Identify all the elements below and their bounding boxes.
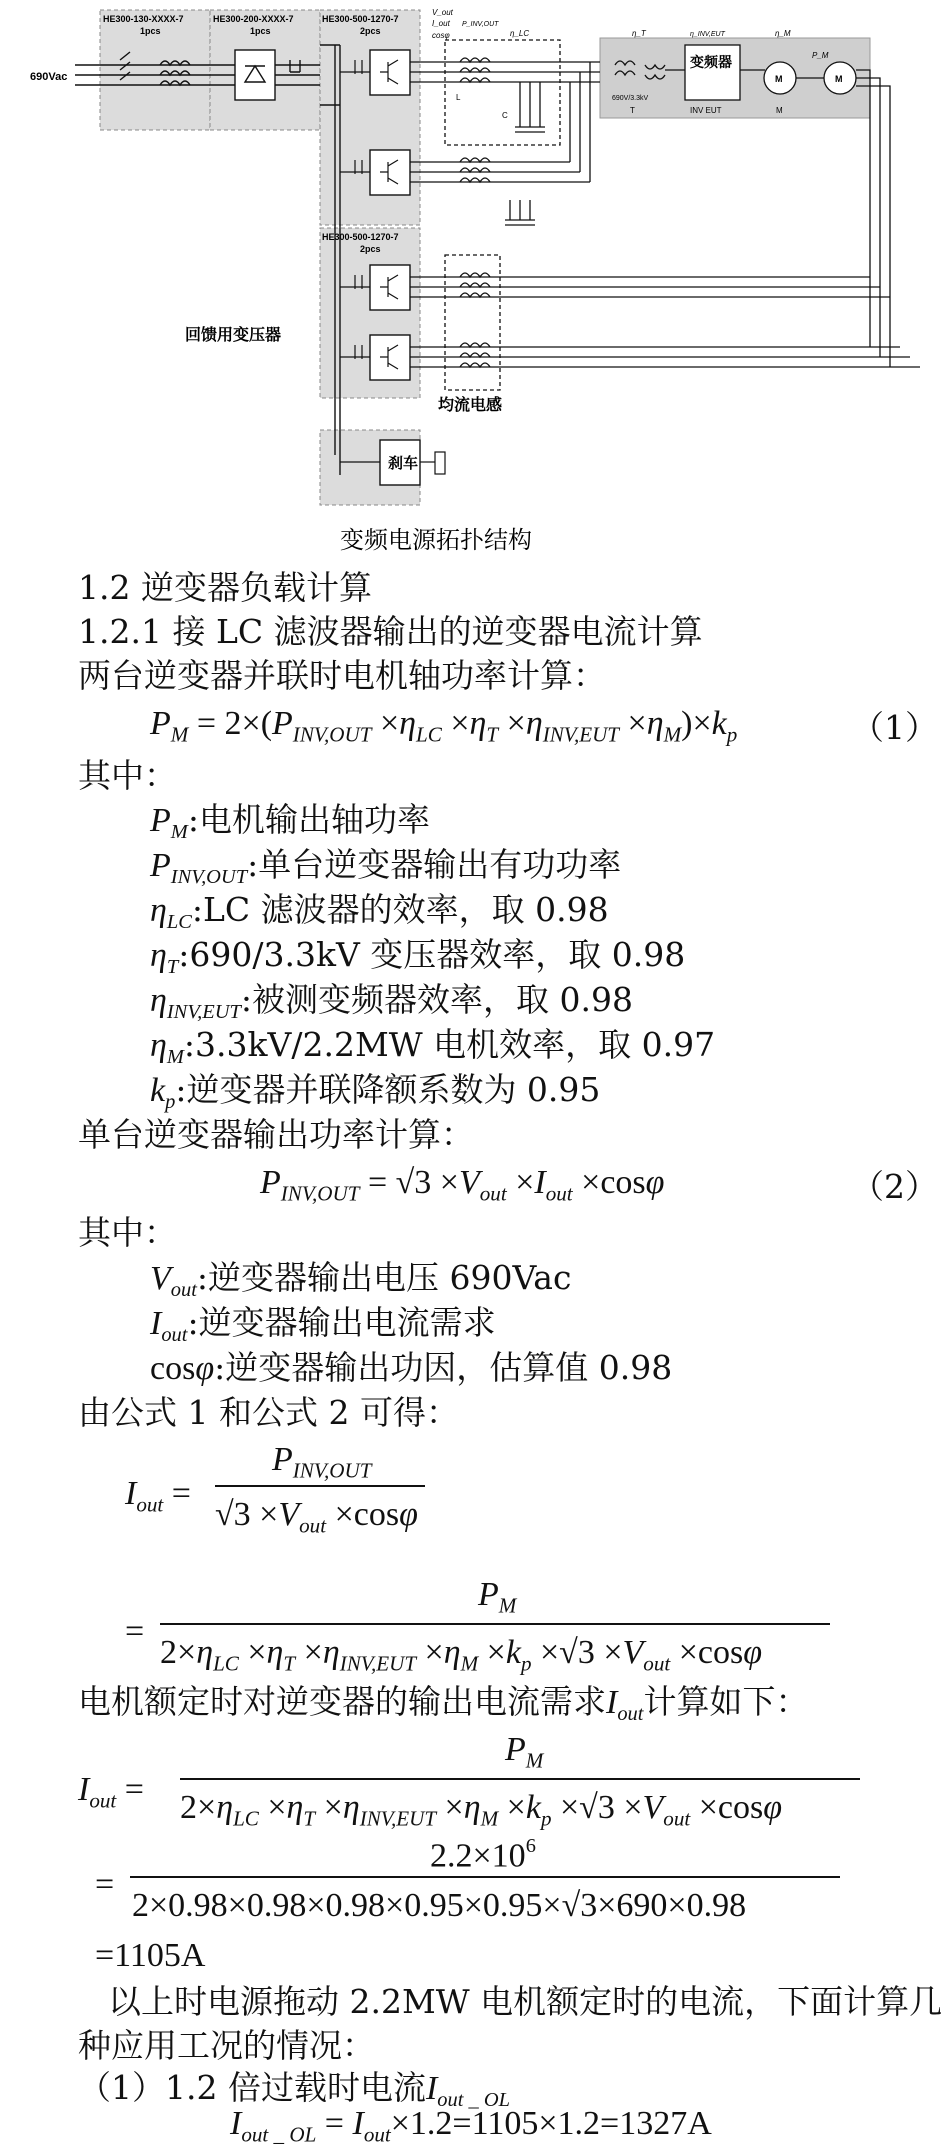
equation-1: $P_M = 2\times(P_{INV,OUT} \times\eta_{LC} \times\eta_T \times\eta_{INV,EUT} \times\eta_M)\times k_p$ [150,705,738,747]
definition-pm-text: 电机输出轴功率 [198,800,430,839]
frac-d-den-values: 2×0.98×0.98×0.98×0.95×0.95× [132,1887,562,1924]
definition-iout: $I_{out}$:逆变器输出电流需求 [150,1303,496,1347]
module-count-3: 2pcs [360,26,381,36]
definition-kp: $k_p$:逆变器并联降额系数为 0.95 [150,1070,601,1114]
definition-pinv: $P_{INV,OUT}$:单台逆变器输出有功功率 [150,845,622,889]
inverter-4 [370,335,410,380]
frac-a-den: $√3 \times V_{out} \times\cos\varphi$ [215,1496,418,1538]
equals-b: = [125,1613,145,1650]
module-count-1: 1pcs [140,26,161,36]
frac-a-bar [215,1485,425,1487]
paragraph-6: 种应用工况的情况： [78,2026,375,2065]
where-label-1: 其中： [78,756,177,795]
topology-diagram [0,0,950,554]
frac-c-num: $P_M$ [505,1731,544,1773]
definition-vout: $V_{out}$:逆变器输出电压 690Vac [150,1258,572,1302]
equation-1-number: （1） [851,708,938,747]
module-label-2: HE300-200-XXXX-7 [213,14,294,24]
module-count-4: 2pcs [360,244,381,254]
definition-etainv: $\eta_{INV,EUT}$:被测变频器效率，取 0.98 [150,980,633,1024]
motor-letter-2: M [835,74,843,84]
definition-cos: cosφ:逆变器输出功因，估算值 0.98 [150,1348,673,1387]
inverter-1 [370,50,410,95]
symbol-vout: V_out [432,8,453,17]
ind-letter: L [456,93,461,102]
input-label: 690Vac [30,71,68,83]
frac-a-num: $P_{INV,OUT}$ [272,1441,372,1483]
paragraph-4: 电机额定时对逆变器的输出电流需求$I_{out}$计算如下： [78,1682,809,1726]
paragraph-7: （1）1.2 倍过载时电流$I_{out \_ OL}$ [78,2068,510,2112]
definition-kp-text: 逆变器并联降额系数为 0.95 [186,1070,601,1109]
feedback-transformer-label: 回馈用变压器 [185,327,282,344]
paragraph-4-b: 计算如下： [643,1682,809,1721]
subsection-heading: 1.2.1 接 LC 滤波器输出的逆变器电流计算 [78,612,703,651]
motor-letter-1: M [775,74,783,84]
paragraph-5: 以上时电源拖动 2.2MW 电机额定时的电流，下面计算几 [108,1982,943,2021]
module-count-2: 1pcs [250,26,271,36]
paragraph-1: 两台逆变器并联时电机轴功率计算： [78,656,606,695]
brake-label: 刹车 [388,455,419,472]
where-label-2: 其中： [78,1213,177,1252]
current-sharing-label: 均流电感 [438,397,503,414]
symbol-etainv: η_INV,EUT [690,31,725,38]
inv-eut-label: INV EUT [690,106,722,115]
symbol-pinv: P_INV,OUT [462,21,499,28]
symbol-etat: η_T [632,29,646,38]
inverter-2 [370,150,410,195]
module-label-1: HE300-130-XXXX-7 [103,14,184,24]
module-label-3: HE300-500-1270-7 [322,14,399,24]
symbol-cos: cosφ [432,31,450,40]
symbol-etam: η_M [775,29,791,38]
frac-d-den: 2×0.98×0.98×0.98×0.95×0.95×√3×690×0.98 [132,1887,747,1924]
frac-d-num-base: 2.2×10 [430,1837,526,1875]
frac-d-bar [130,1876,840,1878]
definition-etam-text: 3.3kV/2.2MW 电机效率，取 0.97 [195,1025,716,1064]
overload-equation-tail: ×1.2=1105×1.2=1327A [390,2105,712,2142]
diagram-caption: 变频电源拓扑结构 [340,527,532,554]
frac-c-bar [180,1778,860,1780]
section-heading: 1.2 逆变器负载计算 [78,568,372,607]
frac-b-den: $2\times\eta_{LC} \times\eta_T \times\eta_{INV,EUT} \times\eta_M \times k_p \times√3 \times V_{out} \times\cos\varphi$ [160,1634,763,1676]
definition-etainv-text: 被测变频器效率，取 0.98 [252,980,633,1019]
transformer-label: 690V/3.3kV [612,95,649,102]
equation-2-number: （2） [851,1167,938,1206]
definition-etat: $\eta_T:690/3.3kV$ 变压器效率，取 0.98 [150,935,686,979]
result: =1105A [95,1937,206,1974]
definition-etat-text: 690/3.3kV 变压器效率，取 0.98 [189,935,686,974]
definition-pm: $P_M$:电机输出轴功率 [150,800,430,844]
symbol-pm: P_M [812,51,829,60]
equation-2: $P_{INV,OUT} = √3 \times V_{out} \times I_{out} \times\cos\varphi$ [260,1164,665,1206]
cap-letter: C [502,111,508,120]
frac-d-num-exp: 6 [525,1835,536,1857]
module-label-4: HE300-500-1270-7 [322,232,399,242]
definition-etam: $\eta_M:3.3kV/2.2MW$ 电机效率，取 0.97 [150,1025,716,1069]
frac-b-num: $P_M$ [478,1576,517,1618]
frac-d-den-tail: ×690×0.98 [597,1887,747,1924]
iout-lhs-1: $I_{out}$ = [125,1475,191,1517]
definition-iout-text: 逆变器输出电流需求 [198,1303,496,1342]
iout-lhs-2: $I_{out}$ = [78,1771,144,1813]
definition-pinv-text: 单台逆变器输出有功功率 [258,845,622,884]
paragraph-4-a: 电机额定时对逆变器的输出电流需求 [78,1682,606,1721]
frac-b-bar [160,1623,830,1625]
inverter-3 [370,265,410,310]
definition-etalc-text: LC 滤波器的效率，取 0.98 [203,890,609,929]
symbol-etalc: η_LC [510,29,530,38]
vfd-label: 变频器 [690,54,732,70]
transformer-letter: T [630,106,635,115]
frac-d-num [430,1826,536,1876]
equals-d: = [95,1866,115,1903]
paragraph-2: 单台逆变器输出功率计算： [78,1115,474,1154]
paragraph-3: 由公式 1 和公式 2 可得： [78,1393,459,1432]
motor-letter-3: M [776,106,783,115]
definition-vout-text: 逆变器输出电压 690Vac [208,1258,572,1297]
paragraph-7-text: （1）1.2 倍过载时电流 [78,2068,426,2107]
overload-equation: $I_{out \_ OL} = I_{out}\times 1.2=1105\times 1.2=1327A$ [230,2105,712,2147]
definition-cos-text: 逆变器输出功因，估算值 0.98 [225,1348,673,1387]
symbol-iout: I_out [432,19,450,28]
frac-c-den: $2\times\eta_{LC} \times\eta_T \times\eta_{INV,EUT} \times\eta_M \times k_p \times√3 \times V_{out} \times\cos\varphi$ [180,1789,783,1831]
definition-etalc: $\eta_{LC}:LC$ 滤波器的效率，取 0.98 [150,890,609,934]
